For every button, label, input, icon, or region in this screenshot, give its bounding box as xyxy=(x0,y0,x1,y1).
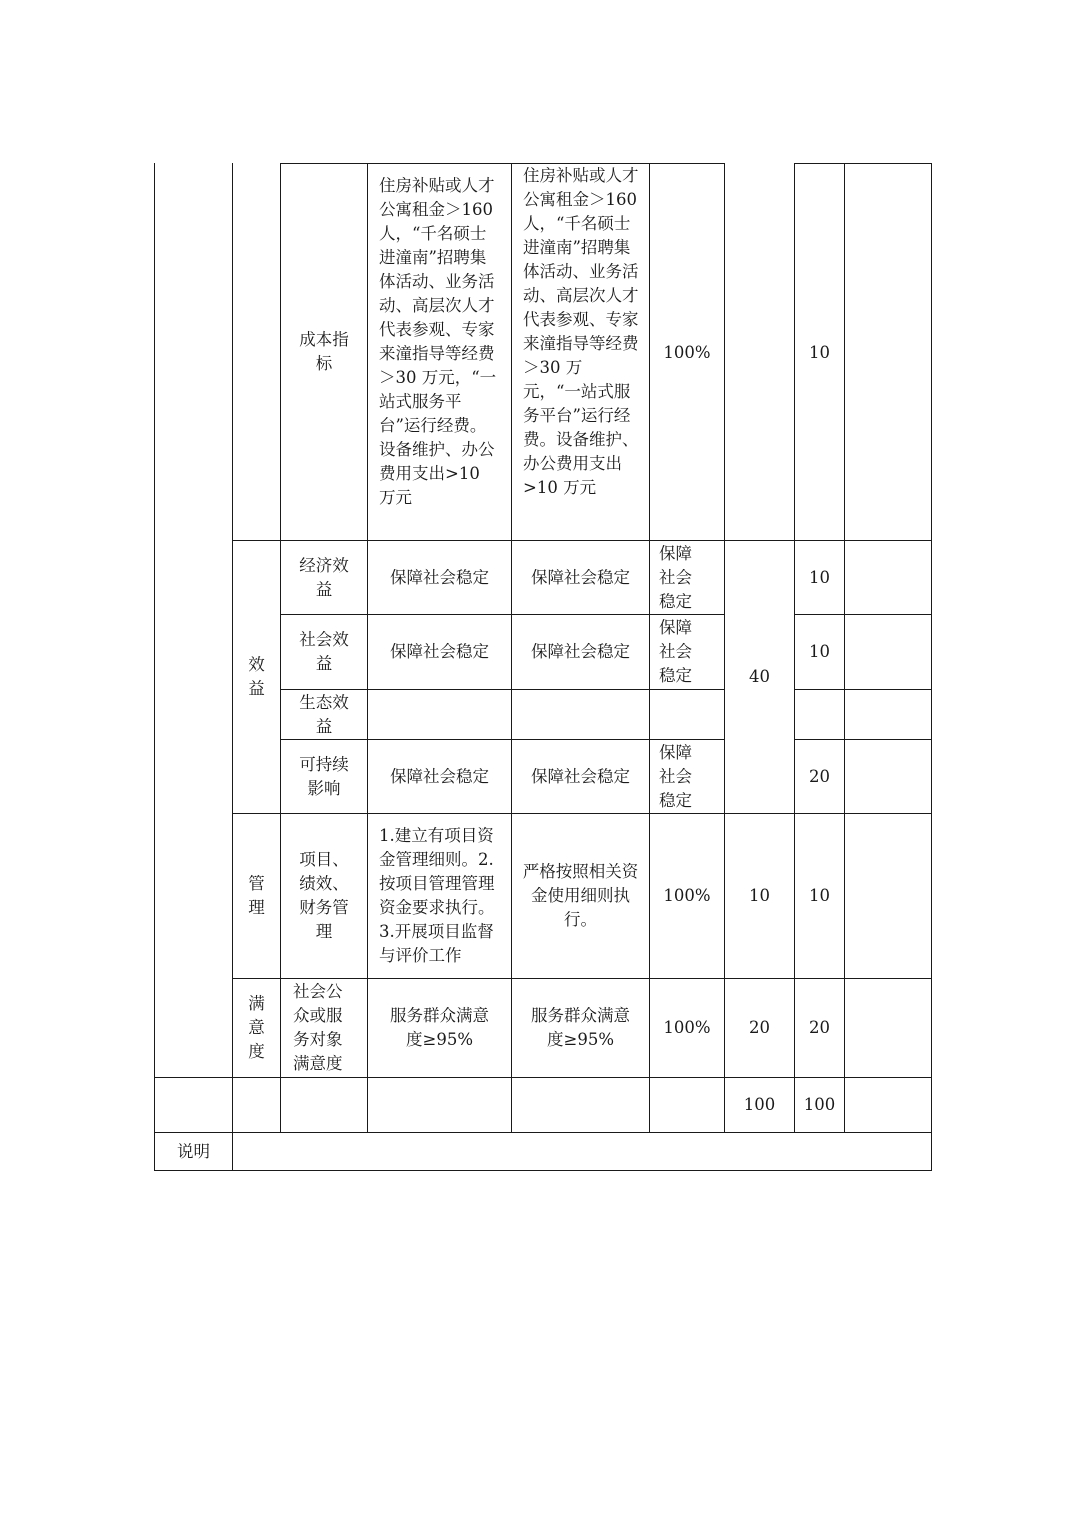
cost-target-cell xyxy=(368,174,511,530)
benefit-row-target-cell xyxy=(368,541,511,614)
management-name-cell xyxy=(281,814,367,978)
satisfaction-target: 服务群众满意度≥95% xyxy=(390,1006,489,1049)
total-weight-cell xyxy=(725,1078,794,1132)
benefit-weight: 40 xyxy=(749,667,770,686)
satisfaction-name: 社会公众或服务对象满意度 xyxy=(293,982,343,1073)
benefit-row-name-cell xyxy=(281,615,367,689)
benefit-row-rate: 保障社会稳定 xyxy=(659,742,692,810)
management-weight: 10 xyxy=(749,886,770,905)
management-target: 1.建立有项目资金管理细则。2.按项目管理管理资金要求执行。3.开展项目监督与评价工作 xyxy=(379,826,495,965)
benefit-row-name-cell xyxy=(281,740,367,813)
cost-score-cell xyxy=(795,340,844,366)
benefit-row-target: 保障社会稳定 xyxy=(390,766,489,786)
benefit-row-rate-cell xyxy=(650,615,724,689)
benefit-row-score-cell xyxy=(795,541,844,614)
management-label: 管理 xyxy=(248,874,265,917)
cost-actual-cell xyxy=(512,164,649,540)
benefit-row-score-cell xyxy=(795,615,844,689)
benefit-row-rate: 保障社会稳定 xyxy=(659,543,692,611)
benefit-label-cell xyxy=(233,541,280,813)
cost-score: 10 xyxy=(809,343,830,362)
management-rate-cell xyxy=(650,814,724,978)
total-weight: 100 xyxy=(743,1095,776,1114)
benefit-row-score: 10 xyxy=(809,642,830,661)
benefit-row-actual-cell xyxy=(512,615,649,689)
benefit-row-rate-cell xyxy=(650,690,724,739)
benefit-row-name-cell xyxy=(281,541,367,614)
benefit-row-actual: 保障社会稳定 xyxy=(531,567,630,587)
management-actual: 严格按照相关资金使用细则执行。 xyxy=(522,862,639,929)
management-score: 10 xyxy=(809,886,830,905)
satisfaction-label-cell xyxy=(233,979,280,1077)
satisfaction-weight-cell xyxy=(725,979,794,1077)
benefit-row-rate-cell xyxy=(650,740,724,813)
satisfaction-score: 20 xyxy=(809,1018,830,1037)
total-score-cell xyxy=(795,1078,844,1132)
cost-rate-cell xyxy=(650,340,724,366)
benefit-row-actual-cell xyxy=(512,541,649,614)
benefit-row-actual-cell xyxy=(512,690,649,739)
benefit-row-target: 保障社会稳定 xyxy=(390,567,489,587)
cost-rate: 100% xyxy=(663,343,711,362)
cost-target-text: 住房补贴或人才公寓租金＞160 人，“千名硕士进潼南”招聘集体活动、业务活动、高层次人才代表参观、专家来潼指导等经费＞30 万元，“一站式服务平台”运行经费。设备维护、办公费用支出>10 万元 xyxy=(379,176,497,507)
benefit-row-name-cell xyxy=(281,690,367,739)
benefit-weight-cell xyxy=(725,541,794,813)
satisfaction-actual-cell xyxy=(512,979,649,1077)
benefit-row-score: 10 xyxy=(809,567,830,587)
management-name: 项目、绩效、财务管理 xyxy=(299,850,349,941)
satisfaction-weight: 20 xyxy=(749,1018,770,1037)
benefit-row-target-cell xyxy=(368,615,511,689)
benefit-row-name: 生态效益 xyxy=(299,692,349,736)
cost-category-cell xyxy=(293,325,355,379)
benefit-row-rate: 保障社会稳定 xyxy=(659,618,692,685)
management-target-cell xyxy=(368,814,511,978)
management-score-cell xyxy=(795,814,844,978)
benefit-row-actual: 保障社会稳定 xyxy=(531,642,630,661)
satisfaction-rate: 100% xyxy=(663,1018,711,1037)
management-rate: 100% xyxy=(663,886,711,905)
benefit-row-name: 社会效益 xyxy=(299,630,349,673)
benefit-label: 效益 xyxy=(248,655,265,698)
note-label: 说明 xyxy=(177,1141,210,1161)
benefit-row-score-cell xyxy=(795,690,844,739)
benefit-row-name: 可持续影响 xyxy=(299,754,349,798)
benefit-row-name: 经济效益 xyxy=(299,555,349,599)
note-value-cell xyxy=(233,1133,931,1170)
benefit-row-target: 保障社会稳定 xyxy=(390,642,489,661)
benefit-row-target-cell xyxy=(368,740,511,813)
satisfaction-label: 满意度 xyxy=(248,994,265,1061)
benefit-row-target-cell xyxy=(368,690,511,739)
benefit-row-actual: 保障社会稳定 xyxy=(531,766,630,786)
management-weight-cell xyxy=(725,814,794,978)
benefit-row-score: 20 xyxy=(809,766,830,786)
note-label-cell xyxy=(155,1133,232,1170)
cost-category: 成本指标 xyxy=(299,330,349,373)
management-label-cell xyxy=(233,814,280,978)
cost-actual-text: 住房补贴或人才公寓租金＞160 人，“千名硕士进潼南”招聘集体活动、业务活动、高层次人才代表参观、专家来潼指导等经费＞30 万元，“一站式服务平台”运行经费。设备维护、办公费用支出>10 万元 xyxy=(523,166,639,497)
total-score: 100 xyxy=(803,1095,836,1114)
satisfaction-actual: 服务群众满意度≥95% xyxy=(531,1006,630,1049)
benefit-row-score-cell xyxy=(795,740,844,813)
satisfaction-target-cell xyxy=(368,979,511,1077)
satisfaction-rate-cell xyxy=(650,979,724,1077)
satisfaction-score-cell xyxy=(795,979,844,1077)
management-actual-cell xyxy=(512,814,649,978)
benefit-row-actual-cell xyxy=(512,740,649,813)
satisfaction-name-cell xyxy=(281,979,367,1077)
benefit-row-rate-cell xyxy=(650,541,724,614)
